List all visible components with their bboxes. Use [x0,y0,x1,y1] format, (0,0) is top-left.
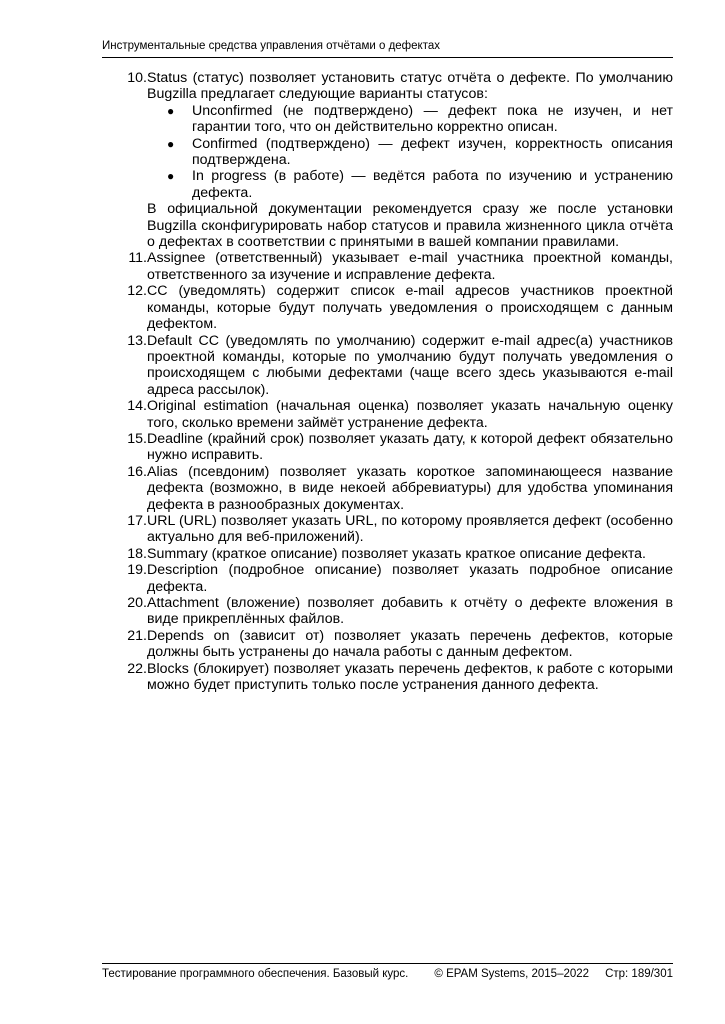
list-item [102,595,673,628]
status-list-item [167,136,673,169]
item-number: 22. [127,660,147,677]
status-list [147,103,673,201]
item-number: 20. [127,595,147,611]
item-number: 18. [127,545,147,562]
footer-right [434,966,673,982]
list-item [102,628,673,661]
status-note: В официальной документации рекомендуется сразу же после установки Bugzilla сконфигурировать набор статусов и правила жизненного цикла отчёта о дефектах в соответствии с принятыми в вашей компании правилами. [147,201,673,251]
item-text: Attachment (вложение) позволяет добавить к отчёту о дефекте вложения в виде прикреплённых файлов. [147,595,673,628]
list-item [102,398,673,431]
list-item [102,513,673,546]
item-text: URL (URL) позволяет указать URL, по которому проявляется дефект (особенно актуально для веб-приложений). [147,512,673,546]
status-text: Confirmed (подтверждено) — дефект изучен, корректность описания подтверждена. [192,135,673,169]
bullet-icon: ● [167,169,175,184]
item-text: Assignee (ответственный) указывает e-mail участника проектной команды, ответственного за изучение и исправление дефекта. [147,250,673,283]
status-list-item [167,168,673,201]
item-text: Depends on (зависит от) позволяет указать перечень дефектов, которые должны быть устранены до начала работы с данным дефектом. [147,627,673,661]
list-item [102,431,673,464]
bullet-icon: ● [167,136,175,151]
page-number: Стр: 189/301 [605,968,673,980]
item-number: 15. [127,430,147,447]
list-item [102,333,673,399]
status-text: In progress (в работе) — ведётся работа по изучению и устранению дефекта. [192,168,673,201]
item-text: CC (уведомлять) содержит список e-mail адресов участников проектной команды, которые будут получать уведомления о происходящем с данным дефектом. [147,283,673,333]
list-item [102,283,673,332]
page-content [102,70,673,693]
list-item [102,546,673,562]
item-number: 19. [127,562,147,579]
item-text: Alias (псевдоним) позволяет указать короткое запоминающееся название дефекта (возможно, в виде некоей аббревиатуры) для удобства упоминания дефекта в разнообразных документах. [147,463,673,513]
item-text: Summary (краткое описание) позволяет указать краткое описание дефекта. [147,545,646,562]
item-number: 12. [127,283,147,300]
list-item [102,464,673,513]
item-text: Status (статус) позволяет установить статус отчёта о дефекте. По умолчанию Bugzilla предлагает следующие варианты статусов: [147,70,673,103]
item-text: Deadline (крайний срок) позволяет указать дату, к которой дефект обязательно нужно исправить. [147,430,673,464]
status-text: Unconfirmed (не подтверждено) — дефект пока не изучен, и нет гарантии того, что он действительно корректно описан. [192,102,673,136]
item-number: 17. [127,512,147,529]
item-text: Original estimation (начальная оценка) позволяет указать начальную оценку того, сколько времени займёт устранение дефекта. [147,398,673,431]
list-item [102,250,673,283]
bullet-icon: ● [167,103,175,118]
item-number: 21. [127,627,147,644]
item-text: Default CC (уведомлять по умолчанию) содержит e-mail адрес(а) участников проектной команды, которые по умолчанию будут получать уведомления о происходящем с любыми дефектами (чаще всего здесь указываются e-mail адреса рассылок). [147,332,673,398]
item-body [147,70,673,250]
item-number: 11. [128,250,147,267]
footer-course-title: Тестирование программного обеспечения. Базовый курс. [102,968,409,980]
page-footer [102,963,673,982]
item-number: 10. [127,70,147,86]
item-number: 14. [127,398,147,415]
footer-copyright: © EPAM Systems, 2015–2022 [434,968,590,980]
running-title: Инструментальные средства управления отчётами о дефектах [102,40,440,52]
list-item [102,562,673,595]
status-list-item [167,103,673,136]
item-text: Blocks (блокирует) позволяет указать перечень дефектов, к работе с которыми можно будет приступить только после устранения данного дефекта. [147,660,673,694]
list-item [102,70,673,250]
item-number: 16. [127,463,147,480]
item-number: 13. [127,332,147,349]
page-header [102,38,673,58]
list-item [102,661,673,694]
item-text: Description (подробное описание) позволяет указать подробное описание дефекта. [147,562,673,595]
